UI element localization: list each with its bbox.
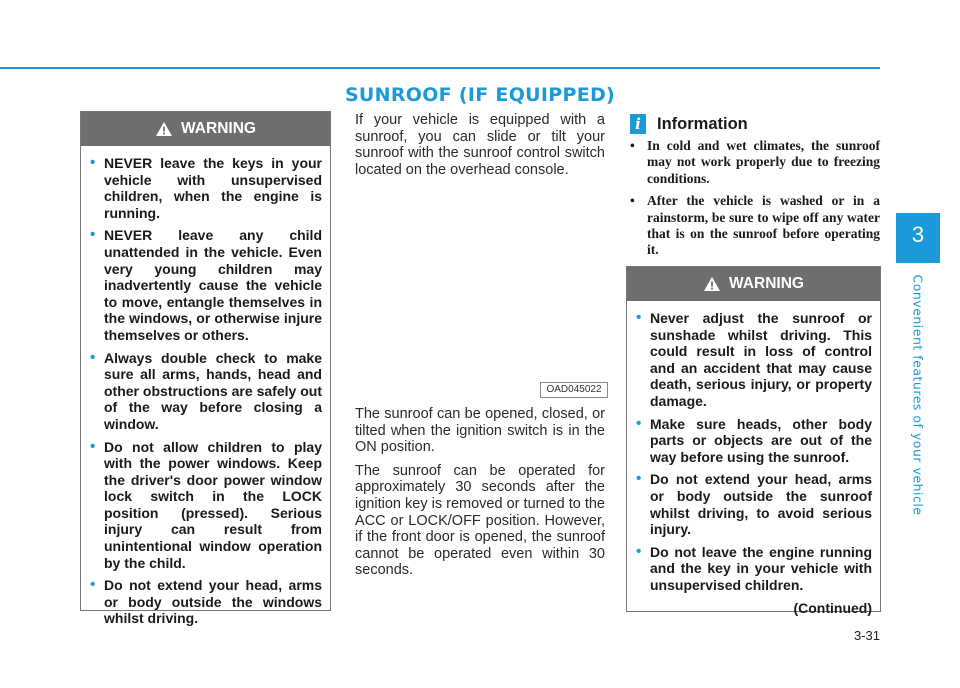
list-item: • Do not extend your head, arms or body outside the windows whilst driving. xyxy=(90,577,322,627)
list-item: • After the vehicle is washed or in a rainstorm, be sure to wipe off any water that is on the sunroof before operating it. xyxy=(630,193,880,259)
list-item: • Do not extend your head, arms or body outside the sunroof whilst driving, to avoid serious injury. xyxy=(636,471,872,537)
intro-text-block xyxy=(355,112,605,185)
intro-paragraph: If your vehicle is equipped with a sunroof, you can slide or tilt your sunroof with the sunroof control switch located on the overhead console. xyxy=(355,112,605,178)
list-item: • NEVER leave the keys in your vehicle with unsupervised children, when the engine is running. xyxy=(90,155,322,221)
list-item: • Do not allow children to play with the power windows. Keep the driver's door power window lock switch in the LOCK position (pressed). Serious injury can result from unintentional window operation by the child. xyxy=(90,439,322,572)
warning-list xyxy=(81,146,330,627)
warning-header xyxy=(81,112,330,146)
warning-icon xyxy=(703,276,721,292)
information-title: Information xyxy=(657,114,748,133)
left-warning-box xyxy=(80,111,331,627)
body-text-block xyxy=(355,406,605,586)
list-item: • NEVER leave any child unattended in the vehicle. Even very young children may inadvertently cause the vehicle to move, entangle themselves in the windows, or otherwise injure themselves or others. xyxy=(90,227,322,343)
body-paragraph: The sunroof can be opened, closed, or tilted when the ignition switch is in the ON position. xyxy=(355,406,605,456)
body-paragraph: The sunroof can be operated for approximately 30 seconds after the ignition key is removed or turned to the ACC or LOCK/OFF position. However, if the front door is opened, the sunroof cannot be operated even within 30 seconds. xyxy=(355,462,605,579)
list-item: • Never adjust the sunroof or sunshade whilst driving. This could result in loss of control and an accident that may cause death, serious injury, or property damage. xyxy=(636,310,872,410)
information-header xyxy=(630,114,748,134)
warning-title: WARNING xyxy=(181,120,256,137)
information-list xyxy=(630,138,880,265)
list-item: • Make sure heads, other body parts or objects are out of the way before using the sunroof. xyxy=(636,416,872,466)
warning-header xyxy=(627,267,880,301)
chapter-number: 3 xyxy=(911,222,925,247)
section-title: SUNROOF (IF EQUIPPED) xyxy=(344,84,616,106)
header-rule xyxy=(0,67,880,69)
figure-code: OAD045022 xyxy=(540,382,608,398)
right-warning-box xyxy=(626,266,881,616)
list-item: • Do not leave the engine running and the key in your vehicle with unsupervised children. xyxy=(636,544,872,594)
warning-title: WARNING xyxy=(729,275,804,292)
list-item: • In cold and wet climates, the sunroof may not work properly due to freezing conditions. xyxy=(630,138,880,187)
page-number: 3-31 xyxy=(853,628,880,643)
continued-label: (Continued) xyxy=(793,599,872,616)
warning-list xyxy=(627,301,880,594)
list-item: • Always double check to make sure all arms, hands, head and other obstructions are safely out of the way before closing a window. xyxy=(90,350,322,433)
warning-icon xyxy=(155,121,173,137)
chapter-title: Convenient features of your vehicle xyxy=(910,274,926,516)
info-icon: i xyxy=(630,114,646,134)
